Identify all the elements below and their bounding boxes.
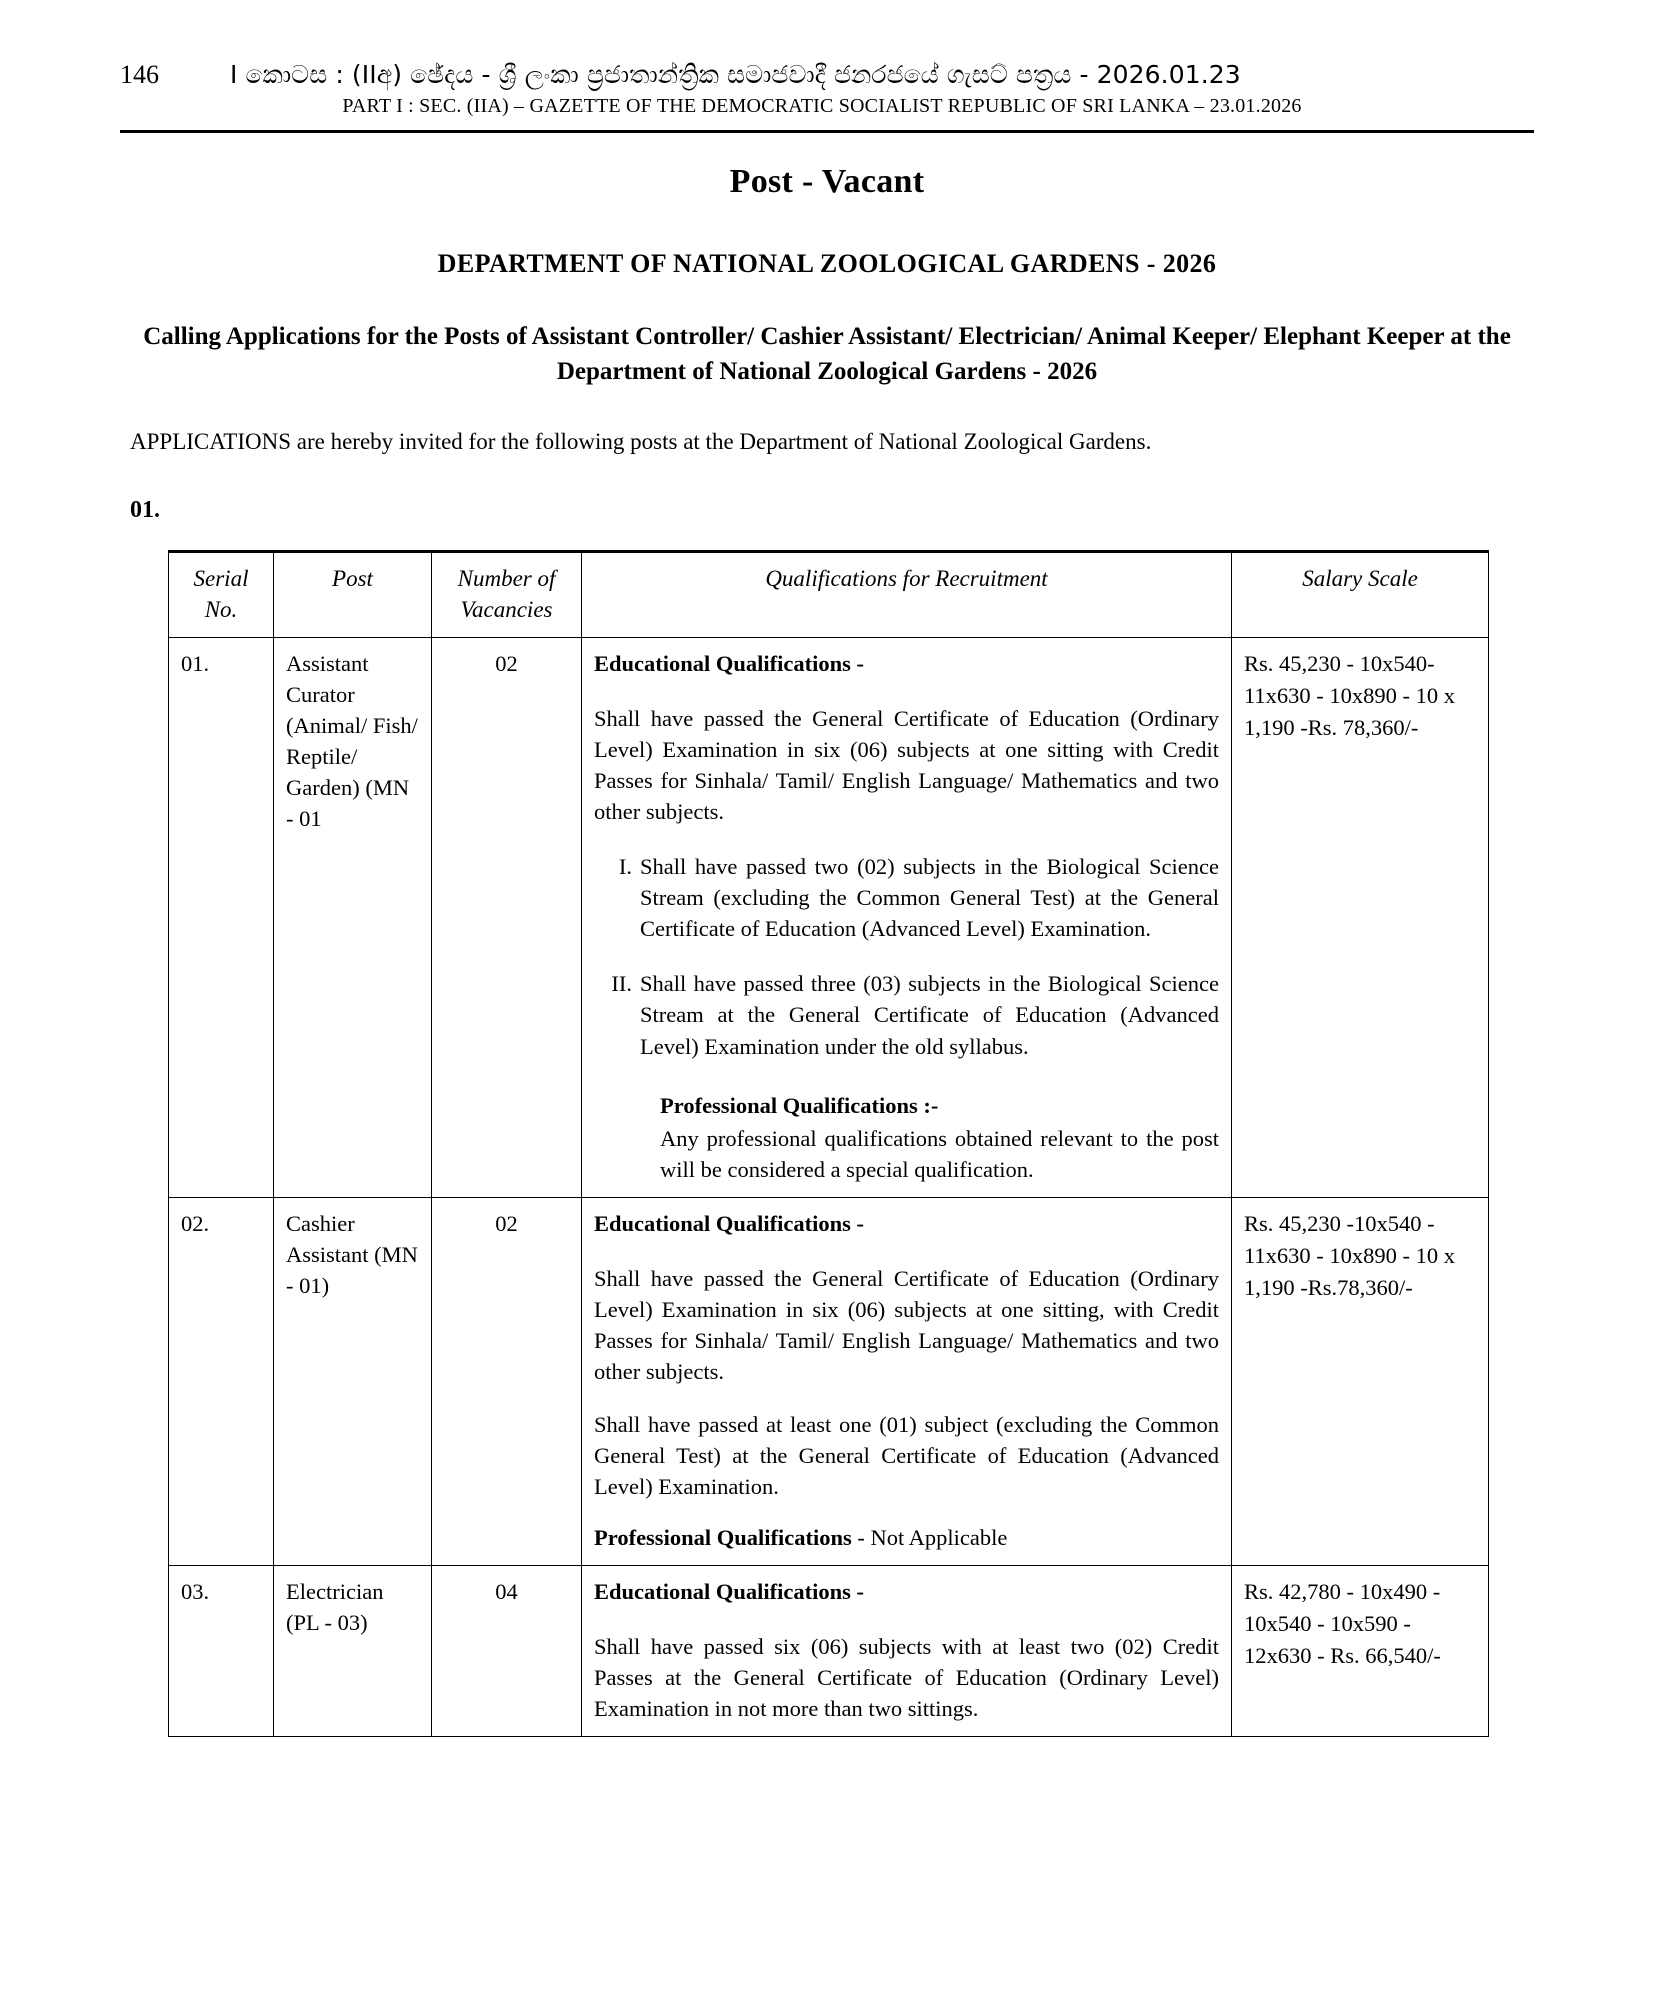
row3-salary-scale: Rs. 42,780 - 10x490 - 10x540 - 10x590 - 12x630 - Rs. 66,540/- bbox=[1232, 1566, 1489, 1737]
list-item bbox=[594, 851, 1219, 944]
table-header bbox=[169, 551, 1489, 637]
row2-edu-paragraph: Shall have passed the General Certificate of Education (Ordinary Level) Examination in six (06) subjects at one sitting, with Credit Passes for Sinhala/ Tamil/ English Language/ Mathematics and two other subjects. bbox=[594, 1265, 1219, 1384]
row1-prof-text: Any professional qualifications obtained relevant to the post will be considered a special qualification. bbox=[660, 1125, 1219, 1182]
row2-prof-label: Professional Qualifications bbox=[594, 1525, 852, 1551]
running-head-line-1 bbox=[120, 60, 1534, 90]
row2-qualifications bbox=[582, 1197, 1232, 1565]
col-header-salary-scale: Salary Scale bbox=[1232, 551, 1489, 637]
department-title: DEPARTMENT OF NATIONAL ZOOLOGICAL GARDENS - 2026 bbox=[437, 248, 1217, 278]
row3-qualifications bbox=[582, 1566, 1232, 1737]
col-header-serial-no bbox=[169, 551, 274, 637]
col-header-post: Post bbox=[274, 551, 432, 637]
calling-line-1: Calling Applications for the Posts of Assistant Controller/ Cashier Assistant/ Electrician/ Animal Keeper/ bbox=[143, 322, 1258, 350]
row2-professional-line bbox=[594, 1522, 1219, 1553]
list-item bbox=[594, 968, 1219, 1061]
calling-applications-title bbox=[110, 319, 1544, 390]
col-header-vacancies-line2: Vacancies bbox=[460, 596, 553, 622]
page-title: Post - Vacant bbox=[729, 162, 925, 200]
col-header-serial-line1: Serial bbox=[193, 565, 249, 591]
table-row bbox=[169, 1197, 1489, 1565]
row2-edu-paragraph-2: Shall have passed at least one (01) subject (excluding the Common General Test) at the General Certificate of Education (Advanced Level) Examination. bbox=[594, 1411, 1219, 1500]
table-header-row bbox=[169, 551, 1489, 637]
posts-table bbox=[168, 550, 1489, 1737]
col-header-vacancies-line1: Number of bbox=[457, 565, 556, 591]
row1-prof-label: Professional Qualifications :- bbox=[660, 1092, 939, 1118]
row1-salary-scale: Rs. 45,230 - 10x540- 11x630 - 10x890 - 10 x 1,190 -Rs. 78,360/- bbox=[1232, 638, 1489, 1198]
intro-paragraph: APPLICATIONS are hereby invited for the following posts at the Department of National Zoological Gardens. bbox=[130, 428, 1152, 454]
section-number: 01. bbox=[130, 496, 160, 523]
running-head-sinhala: I කොටස : (IIඅ) ඡේදය - ශ්‍රී ලංකා ප්‍රජාතාන්ත්‍රික සමාජවාදී ජනරජයේ ගැසට් පත්‍රය - 2026.01.23 bbox=[230, 60, 1241, 89]
row1-professional-block bbox=[660, 1090, 1219, 1185]
row1-post: Assistant Curator (Animal/ Fish/ Reptile/ Garden) (MN - 01 bbox=[274, 638, 432, 1198]
running-head-english: PART I : SEC. (IIA) – GAZETTE OF THE DEMOCRATIC SOCIALIST REPUBLIC OF SRI LANKA – 23.01.2026 bbox=[342, 94, 1302, 117]
row3-serial: 03. bbox=[169, 1566, 274, 1737]
col-header-vacancies bbox=[432, 551, 582, 637]
header-rule bbox=[120, 130, 1534, 133]
row1-roman-list bbox=[594, 851, 1219, 1061]
col-header-qualifications: Qualifications for Recruitment bbox=[582, 551, 1232, 637]
row3-edu-paragraph: Shall have passed six (06) subjects with at least two (02) Credit Passes at the General Certificate of Education (Ordinary Level) Examination in not more than two sittings. bbox=[594, 1634, 1219, 1722]
page-folio-number: 146 bbox=[120, 60, 159, 89]
col-header-serial-line2: No. bbox=[204, 596, 238, 622]
table-row bbox=[169, 1566, 1489, 1737]
running-head bbox=[0, 0, 1654, 118]
row2-post: Cashier Assistant (MN - 01) bbox=[274, 1197, 432, 1565]
row1-item1-text: Shall have passed two (02) subjects in the Biological Science Stream (excluding the Common General Test) at the General Certificate of Education (Advanced Level) Examination. bbox=[640, 854, 1219, 942]
row2-salary-scale: Rs. 45,230 -10x540 - 11x630 - 10x890 - 10 x 1,190 -Rs.78,360/- bbox=[1232, 1197, 1489, 1565]
row2-vacancies: 02 bbox=[432, 1197, 582, 1565]
row3-vacancies: 04 bbox=[432, 1566, 582, 1737]
row3-post: Electrician (PL - 03) bbox=[274, 1566, 432, 1737]
row2-serial: 02. bbox=[169, 1197, 274, 1565]
row1-qualifications bbox=[582, 638, 1232, 1198]
row1-item2-marker: II. bbox=[611, 971, 632, 997]
row2-prof-text: - Not Applicable bbox=[857, 1525, 1008, 1551]
posts-table-wrapper bbox=[168, 550, 1494, 1737]
row2-edu-label: Educational Qualifications - bbox=[594, 1210, 865, 1236]
row1-item1-marker: I. bbox=[618, 854, 632, 880]
row3-edu-label: Educational Qualifications - bbox=[594, 1579, 865, 1605]
row1-edu-label: Educational Qualifications - bbox=[594, 651, 865, 677]
table-body bbox=[169, 638, 1489, 1737]
row1-edu-paragraph: Shall have passed the General Certificate of Education (Ordinary Level) Examination in six (06) subjects at one sitting with Credit Passes for Sinhala/ Tamil/ English Language/ Mathematics and two other subjects. bbox=[594, 706, 1219, 825]
calling-line-2: Elephant Keeper at the Department of National Zoological Gardens - 2026 bbox=[556, 322, 1511, 386]
row1-item2-text: Shall have passed three (03) subjects in the Biological Science Stream at the General Certificate of Education (Advanced Level) Examination under the old syllabus. bbox=[640, 971, 1219, 1059]
row1-serial: 01. bbox=[169, 638, 274, 1198]
table-row bbox=[169, 638, 1489, 1198]
row1-vacancies: 02 bbox=[432, 638, 582, 1198]
